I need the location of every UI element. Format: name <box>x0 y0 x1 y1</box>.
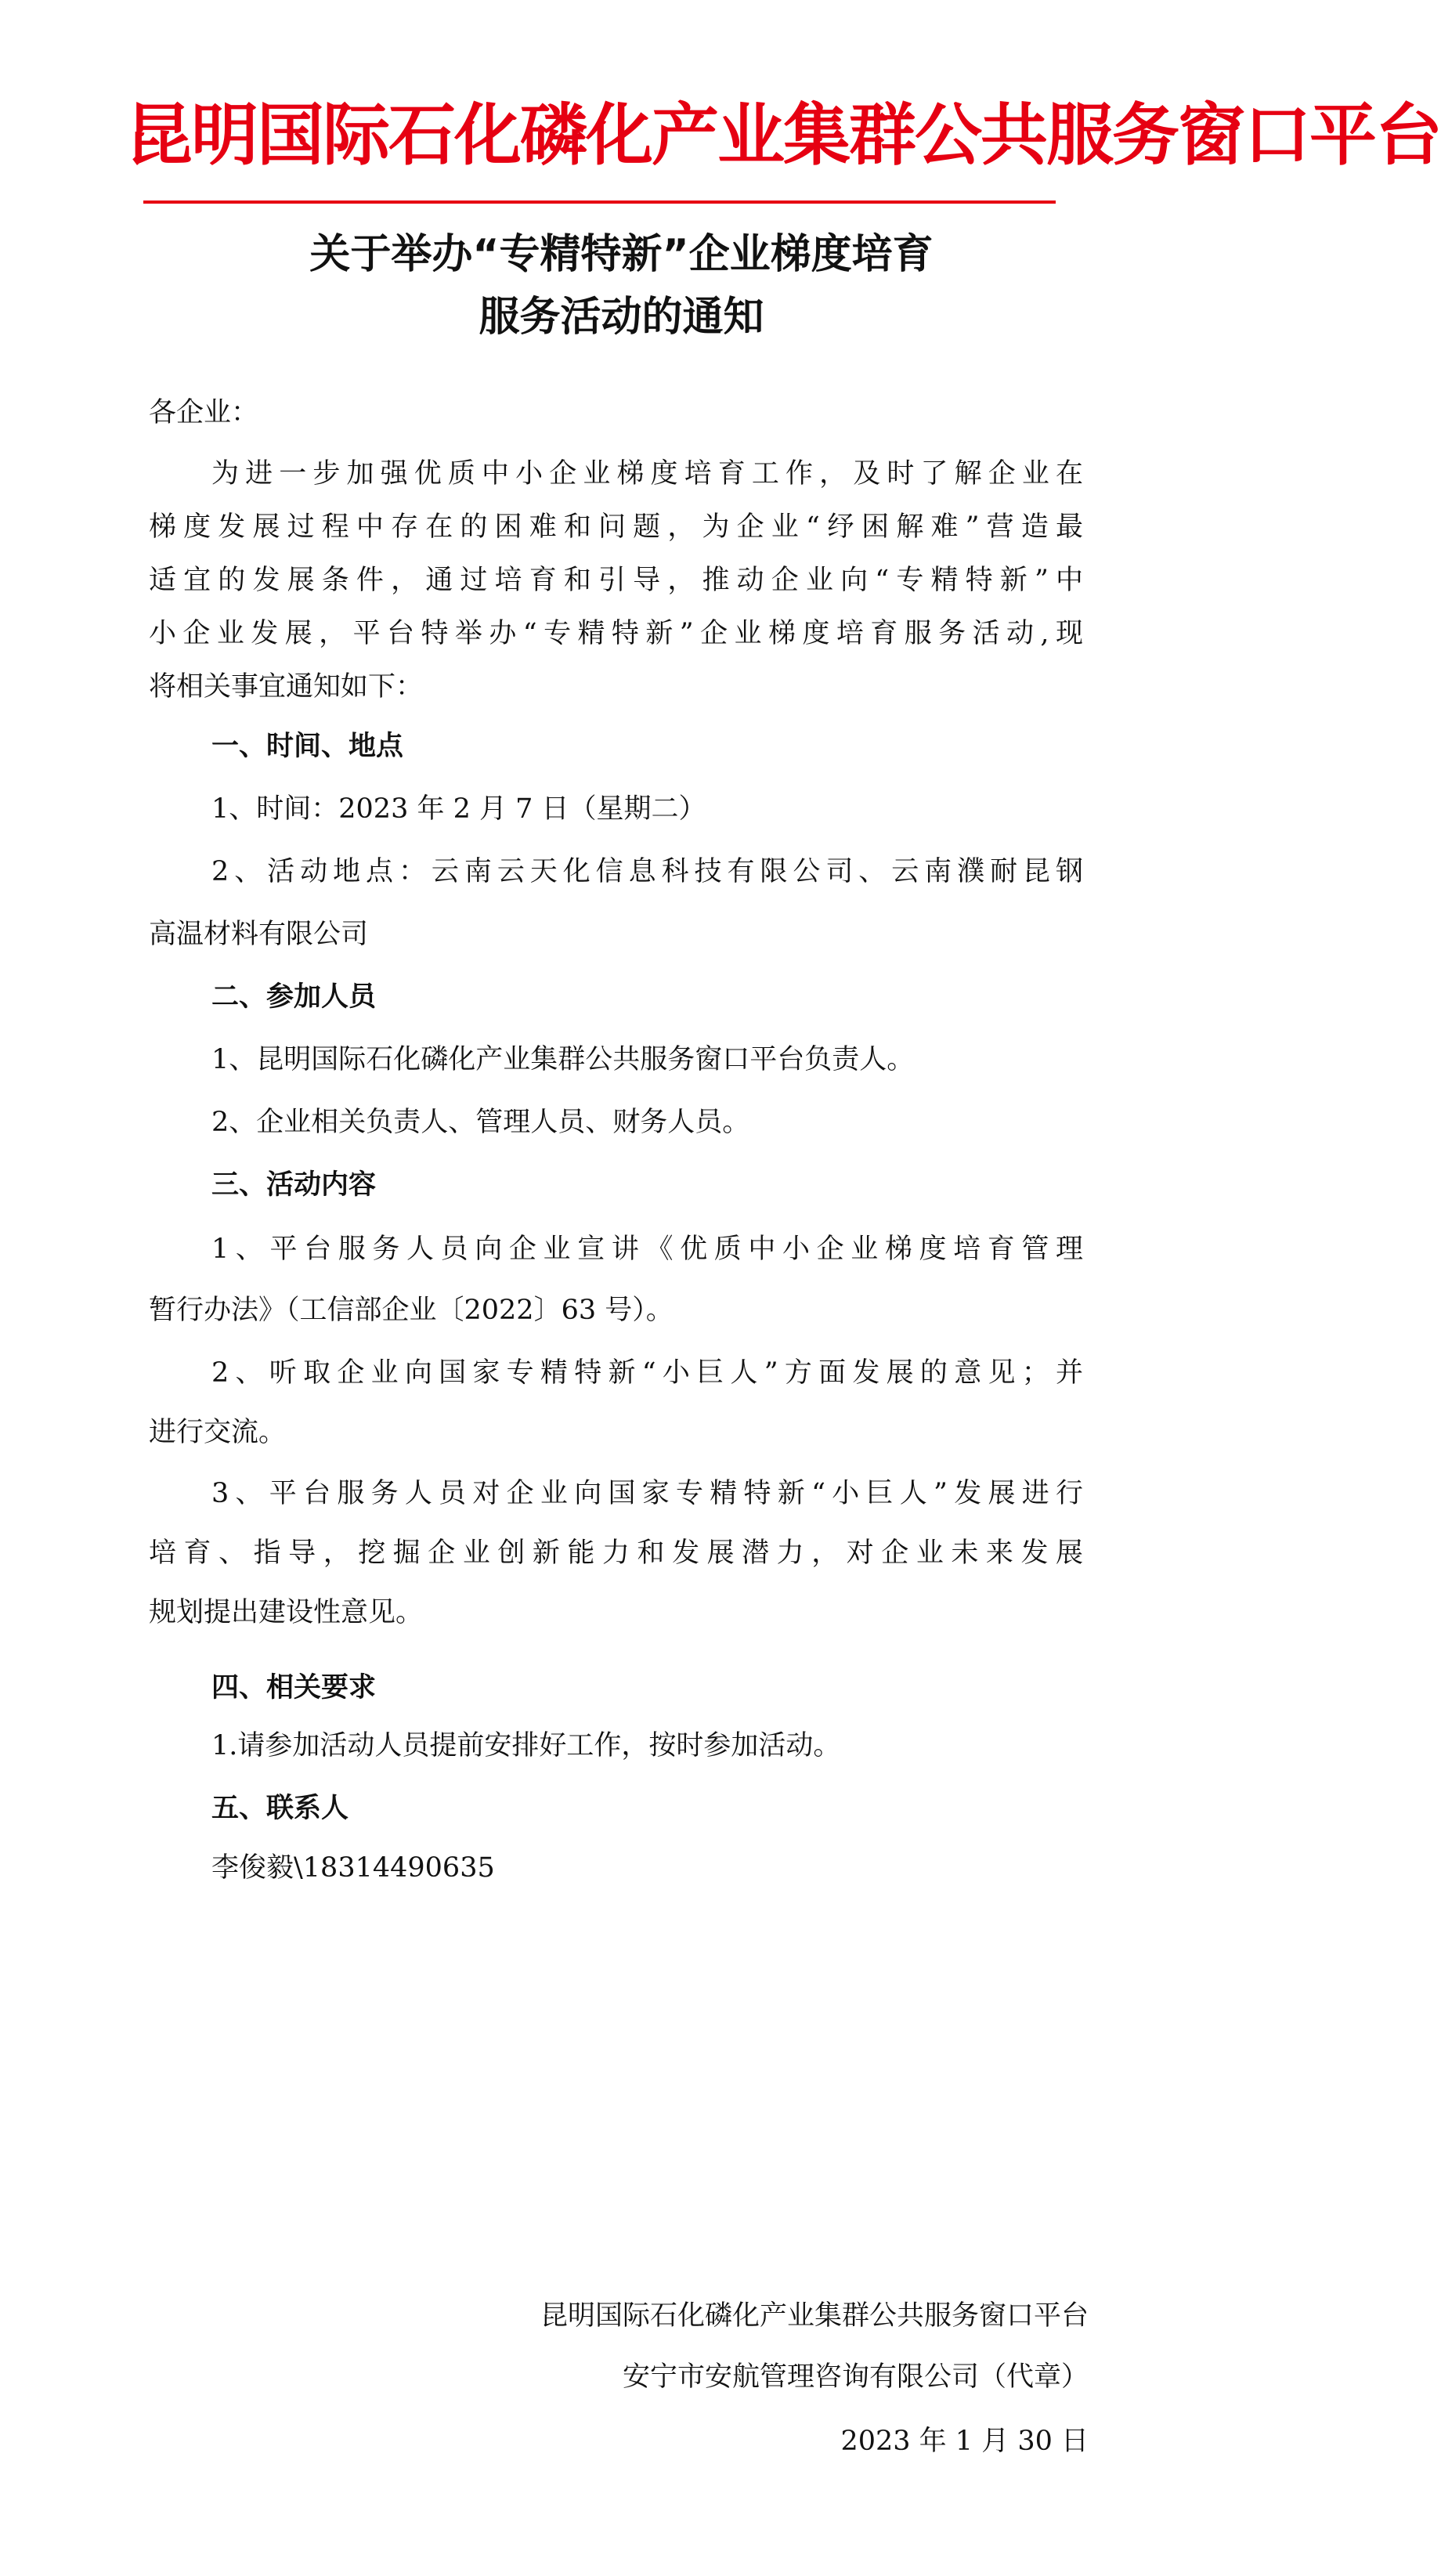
masthead-title: 昆明国际石化磷化产业集群公共服务窗口平台 <box>125 96 1441 175</box>
section-3-item-3-line-2: 培育、指导，挖掘企业创新能力和发展潜力，对企业未来发展 <box>149 1537 1083 1569</box>
notice-title-line-1: 关于举办“专精特新”企业梯度培育 <box>309 231 934 278</box>
intro-line-2: 梯度发展过程中存在的困难和问题，为企业“纾困解难”营造最 <box>149 511 1083 543</box>
signature-org-1: 昆明国际石化磷化产业集群公共服务窗口平台 <box>540 2300 1089 2332</box>
section-3-item-3-line-1: 3、平台服务人员对企业向国家专精特新“小巨人”发展进行 <box>211 1478 1083 1509</box>
contact-person: 李俊毅\18314490635 <box>211 1852 495 1884</box>
intro-line-4: 小企业发展，平台特举办“专精特新”企业梯度培育服务活动,现 <box>149 618 1083 649</box>
section-3-item-3-line-3: 规划提出建设性意见。 <box>149 1597 424 1628</box>
section-3-item-1-line-2: 暂行办法》（工信部企业〔2022〕63 号）。 <box>149 1295 674 1326</box>
section-4-heading: 四、相关要求 <box>211 1672 377 1703</box>
section-1-location-line-1: 2、活动地点：云南云天化信息科技有限公司、云南濮耐昆钢 <box>211 856 1083 887</box>
section-2-item-2: 2、企业相关负责人、管理人员、财务人员。 <box>211 1107 750 1138</box>
signature-date: 2023 年 1 月 30 日 <box>840 2426 1089 2457</box>
salutation: 各企业： <box>149 397 259 428</box>
intro-line-5: 将相关事宜通知如下： <box>149 671 424 703</box>
section-1-heading: 一、时间、地点 <box>211 731 404 762</box>
signature-org-2: 安宁市安航管理咨询有限公司（代章） <box>622 2361 1089 2393</box>
intro-line-1: 为进一步加强优质中小企业梯度培育工作，及时了解企业在 <box>211 458 1083 490</box>
intro-line-3: 适宜的发展条件，通过培育和引导，推动企业向“专精特新”中 <box>149 565 1083 596</box>
section-3-item-1-line-1: 1、平台服务人员向企业宣讲《优质中小企业梯度培育管理 <box>211 1234 1083 1265</box>
section-2-heading: 二、参加人员 <box>211 981 377 1013</box>
section-5-heading: 五、联系人 <box>211 1793 349 1824</box>
section-4-item-1: 1.请参加活动人员提前安排好工作，按时参加活动。 <box>211 1730 841 1761</box>
notice-title-line-2: 服务活动的通知 <box>479 294 764 341</box>
section-3-item-2-line-2: 进行交流。 <box>149 1417 287 1448</box>
section-3-heading: 三、活动内容 <box>211 1169 377 1201</box>
red-divider <box>143 201 1056 204</box>
section-3-item-2-line-1: 2、听取企业向国家专精特新“小巨人”方面发展的意见；并 <box>211 1357 1083 1389</box>
section-2-item-1: 1、昆明国际石化磷化产业集群公共服务窗口平台负责人。 <box>211 1044 915 1075</box>
section-1-time: 1、时间：2023 年 2 月 7 日（星期二） <box>211 793 706 825</box>
section-1-location-line-2: 高温材料有限公司 <box>149 919 369 950</box>
